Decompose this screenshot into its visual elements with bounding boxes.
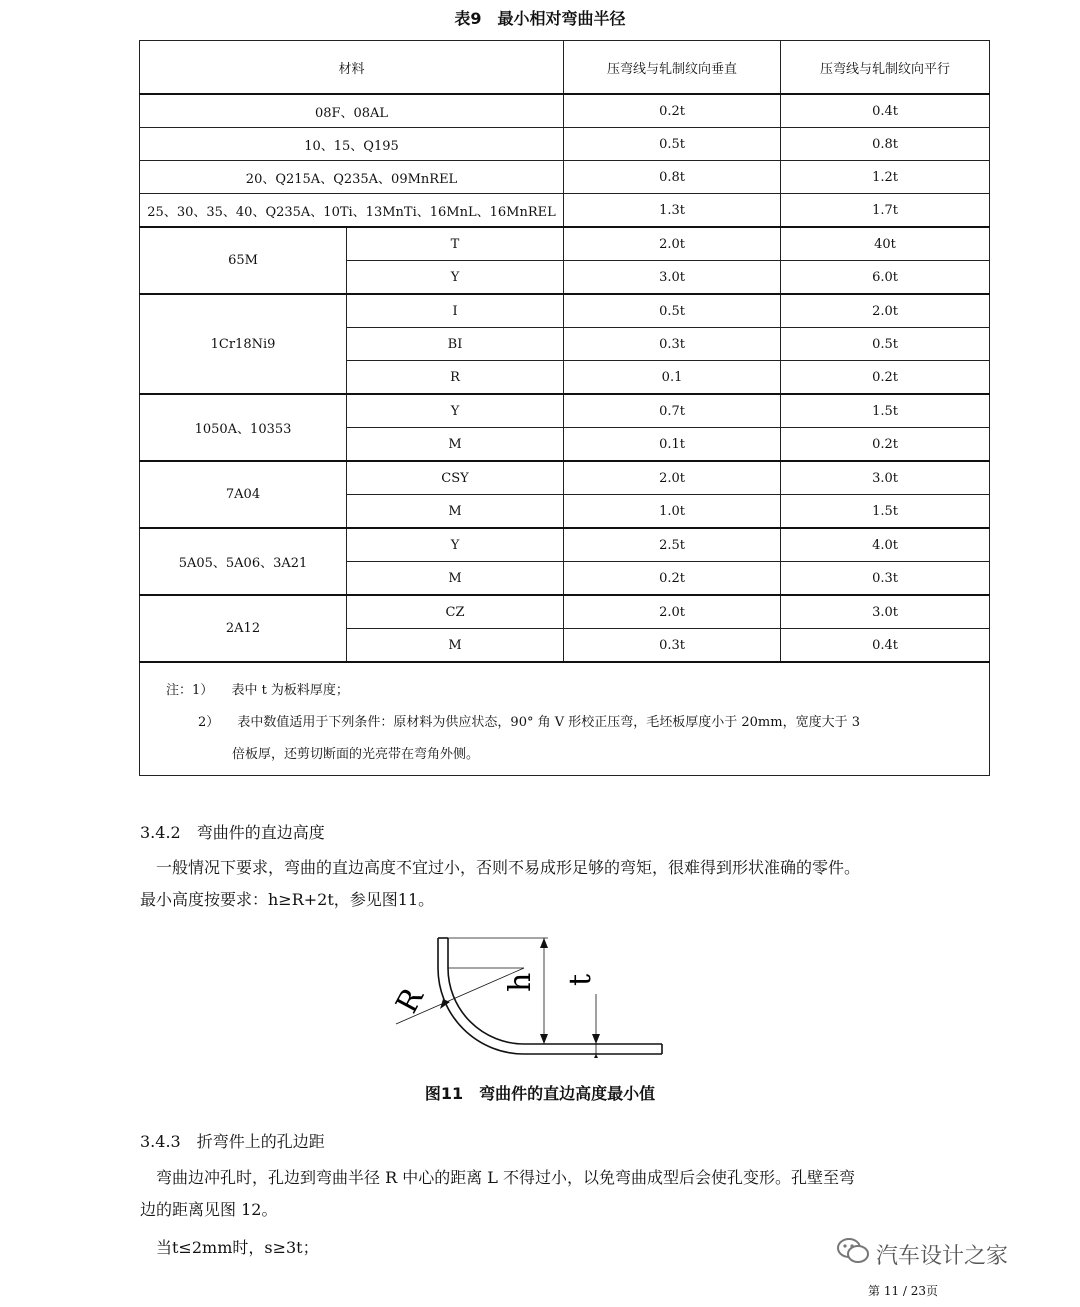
perpendicular-value: 0.3t — [564, 629, 781, 663]
section-3-4-2-heading: 3.4.2 弯曲件的直边高度 — [140, 823, 325, 842]
material-cell: 20、Q215A、Q235A、09MnREL — [140, 161, 564, 194]
notes-row — [140, 662, 990, 776]
label-r: R — [389, 982, 431, 1020]
table-row — [140, 161, 990, 194]
table-row — [140, 128, 990, 161]
table-row — [140, 227, 990, 261]
state-cell: Y — [347, 394, 564, 428]
table-title: 表9 最小相对弯曲半径 — [454, 9, 626, 28]
section-3-4-3-heading: 3.4.3 折弯件上的孔边距 — [140, 1132, 325, 1151]
parallel-value: 0.8t — [781, 128, 990, 161]
state-cell: Y — [347, 528, 564, 562]
label-h: h — [503, 972, 538, 992]
material-cell: 1050A、10353 — [140, 394, 347, 461]
perpendicular-value: 0.1t — [564, 428, 781, 462]
header-perpendicular: 压弯线与轧制纹向垂直 — [564, 41, 781, 95]
state-cell: T — [347, 227, 564, 261]
paragraph-line: 一般情况下要求，弯曲的直边高度不宜过小，否则不易成形足够的弯矩，很难得到形状准确的零件。 — [140, 858, 861, 877]
table-row — [140, 528, 990, 562]
paragraph-line: 边的距离见图 12。 — [140, 1200, 278, 1219]
state-cell: CSY — [347, 461, 564, 495]
parallel-value: 1.7t — [781, 194, 990, 228]
parallel-value: 0.2t — [781, 428, 990, 462]
parallel-value: 6.0t — [781, 261, 990, 295]
parallel-value: 0.4t — [781, 629, 990, 663]
perpendicular-value: 0.5t — [564, 294, 781, 328]
perpendicular-value: 0.2t — [564, 562, 781, 596]
perpendicular-value: 2.0t — [564, 595, 781, 629]
material-cell: 5A05、5A06、3A21 — [140, 528, 347, 595]
state-cell: I — [347, 294, 564, 328]
perpendicular-value: 0.1 — [564, 361, 781, 395]
parallel-value: 40t — [781, 227, 990, 261]
perpendicular-value: 1.3t — [564, 194, 781, 228]
page-number: 第 11 / 23页 — [868, 1284, 939, 1298]
parallel-value: 2.0t — [781, 294, 990, 328]
table-row — [140, 394, 990, 428]
table-row — [140, 595, 990, 629]
label-t: t — [563, 973, 598, 986]
state-cell: M — [347, 629, 564, 663]
note-1-text: 表中 t 为板料厚度； — [231, 683, 349, 698]
state-cell: BI — [347, 328, 564, 361]
state-cell: M — [347, 428, 564, 462]
paragraph-line: 最小高度按要求：h≥R+2t，参见图11。 — [140, 890, 435, 909]
parallel-value: 3.0t — [781, 461, 990, 495]
state-cell: R — [347, 361, 564, 395]
material-cell: 65M — [140, 227, 347, 294]
material-cell: 7A04 — [140, 461, 347, 528]
material-cell: 25、30、35、40、Q235A、10Ti、13MnTi、16MnL、16MnREL — [140, 194, 564, 228]
bend-radius-table — [139, 40, 990, 776]
state-cell: CZ — [347, 595, 564, 629]
perpendicular-value: 2.0t — [564, 461, 781, 495]
state-cell: M — [347, 562, 564, 596]
material-cell: 2A12 — [140, 595, 347, 662]
perpendicular-value: 0.8t — [564, 161, 781, 194]
perpendicular-value: 0.5t — [564, 128, 781, 161]
bend-height-figure — [378, 928, 678, 1062]
material-cell: 1Cr18Ni9 — [140, 294, 347, 394]
table-row — [140, 294, 990, 328]
parallel-value: 1.2t — [781, 161, 990, 194]
perpendicular-value: 1.0t — [564, 495, 781, 529]
parallel-value: 0.5t — [781, 328, 990, 361]
note-1-number: 1） — [192, 683, 214, 698]
section-3-4-2-paragraph — [140, 852, 990, 916]
bend-height-diagram — [378, 928, 678, 1058]
parallel-value: 3.0t — [781, 595, 990, 629]
parallel-value: 1.5t — [781, 495, 990, 529]
note-2-text-line2: 倍板厚，还剪切断面的光亮带在弯角外侧。 — [232, 747, 480, 762]
header-material: 材料 — [140, 41, 564, 95]
figure-caption: 图11 弯曲件的直边高度最小值 — [424, 1084, 656, 1103]
state-cell: Y — [347, 261, 564, 295]
perpendicular-value: 2.0t — [564, 227, 781, 261]
header-parallel: 压弯线与轧制纹向平行 — [781, 41, 990, 95]
table-row — [140, 461, 990, 495]
perpendicular-value: 3.0t — [564, 261, 781, 295]
note-2-number: 2） — [198, 715, 220, 730]
notes-cell — [140, 662, 990, 776]
wechat-icon — [836, 1236, 870, 1272]
parallel-value: 4.0t — [781, 528, 990, 562]
parallel-value: 1.5t — [781, 394, 990, 428]
watermark — [836, 1236, 1008, 1272]
parallel-value: 0.2t — [781, 361, 990, 395]
table-header-row — [140, 41, 990, 95]
note-2-text-line1: 表中数值适用于下列条件：原材料为供应状态，90° 角 V 形校正压弯，毛坯板厚度小于 20mm，宽度大于 3 — [237, 715, 860, 730]
perpendicular-value: 0.2t — [564, 94, 781, 128]
perpendicular-value: 0.7t — [564, 394, 781, 428]
table-row — [140, 194, 990, 228]
paragraph-line: 弯曲边冲孔时，孔边到弯曲半径 R 中心的距离 L 不得过小，以免弯曲成型后会使孔变形。孔壁至弯 — [140, 1168, 856, 1187]
perpendicular-value: 2.5t — [564, 528, 781, 562]
note-prefix: 注： — [166, 683, 193, 698]
paragraph-line: 当t≤2mm时，s≥3t； — [140, 1238, 319, 1257]
watermark-text: 汽车设计之家 — [876, 1243, 1009, 1269]
table-row — [140, 94, 990, 128]
perpendicular-value: 0.3t — [564, 328, 781, 361]
parallel-value: 0.3t — [781, 562, 990, 596]
material-cell: 08F、08AL — [140, 94, 564, 128]
parallel-value: 0.4t — [781, 94, 990, 128]
state-cell: M — [347, 495, 564, 529]
material-cell: 10、15、Q195 — [140, 128, 564, 161]
